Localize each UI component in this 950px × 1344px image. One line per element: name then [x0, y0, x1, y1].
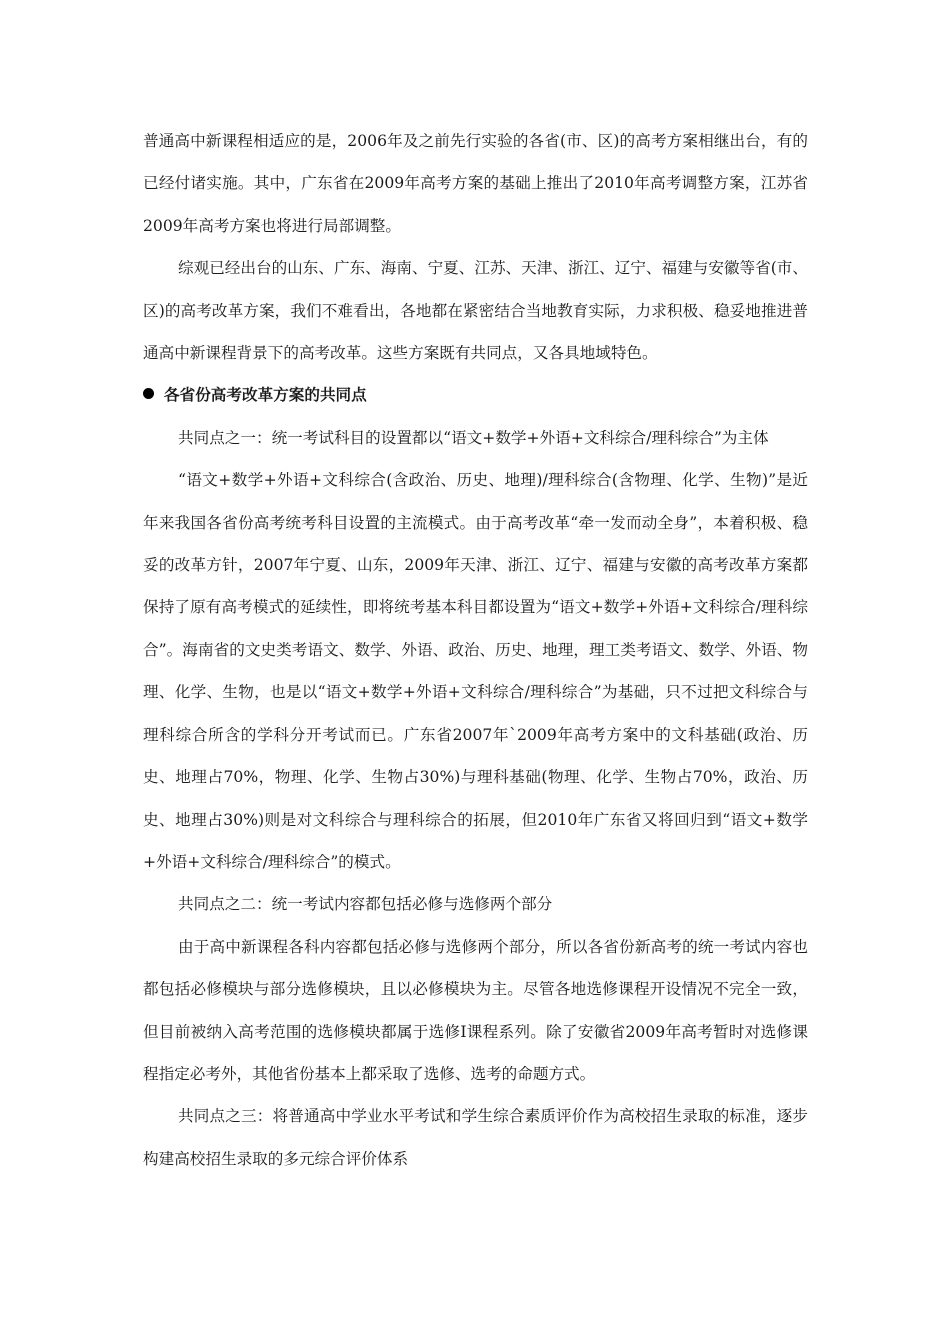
paragraph-overview: 综观已经出台的山东、广东、海南、宁夏、江苏、天津、浙江、辽宁、福建与安徽等省(市、区)的高考改革方案，我们不难看出，各地都在紧密结合当地教育实际，力求积极、稳妥地推进普通高中新课程背景下的高考改革。这些方案既有共同点，又各具地域特色。 [143, 259, 808, 363]
point-two-body: 由于高中新课程各科内容都包括必修与选修两个部分，所以各省份新高考的统一考试内容也都包括必修模块与部分选修模块，且以必修模块为主。尽管各地选修课程开设情况不完全一致，但目前被纳入高考范围的选修模块都属于选修Ⅰ课程系列。除了安徽省2009年高考暂时对选修课程指定必考外，其他省份基本上都采取了选修、选考的命题方式。 [143, 937, 808, 1083]
bullet-icon [143, 388, 154, 399]
point-two-title: 共同点之二：统一考试内容都包括必修与选修两个部分 [178, 895, 553, 914]
document-page [143, 120, 808, 1180]
paragraph-intro-continuation: 普通高中新课程相适应的是，2006年及之前先行实验的各省(市、区)的高考方案相继出台，有的已经付诸实施。其中，广东省在2009年高考方案的基础上推出了2010年高考调整方案，江苏省2009年高考方案也将进行局部调整。 [143, 132, 808, 235]
section-heading [143, 374, 808, 416]
point-one-body: “语文+数学+外语+文科综合(含政治、历史、地理)/理科综合(含物理、化学、生物)”是近年来我国各省份高考统考科目设置的主流模式。由于高考改革“牵一发而动全身”，本着积极、稳妥的改革方针，2007年宁夏、山东，2009年天津、浙江、辽宁、福建与安徽的高考改革方案都保持了原有高考模式的延续性，即将统考基本科目都设置为“语文+数学+外语+文科综合/理科综合”。海南省的文史类考语文、数学、外语、政治、历史、地理，理工类考语文、数学、外语、物理、化学、生物，也是以“语文+数学+外语+文科综合/理科综合”为基础，只不过把文科综合与理科综合所含的学科分开考试而已。广东省2007年`2009年高考方案中的文科基础(政治、历史、地理占70%，物理、化学、生物占30%)与理科基础(物理、化学、生物占70%，政治、历史、地理占30%)则是对文科综合与理科综合的拓展，但2010年广东省又将回归到“语文+数学+外语+文科综合/理科综合”的模式。 [143, 471, 808, 871]
point-one-title: 共同点之一：统一考试科目的设置都以“语文+数学+外语+文科综合/理科综合”为主体 [178, 428, 769, 447]
section-heading-text: 各省份高考改革方案的共同点 [164, 386, 367, 405]
point-three-title: 共同点之三：将普通高中学业水平考试和学生综合素质评价作为高校招生录取的标准，逐步构建高校招生录取的多元综合评价体系 [143, 1107, 808, 1168]
